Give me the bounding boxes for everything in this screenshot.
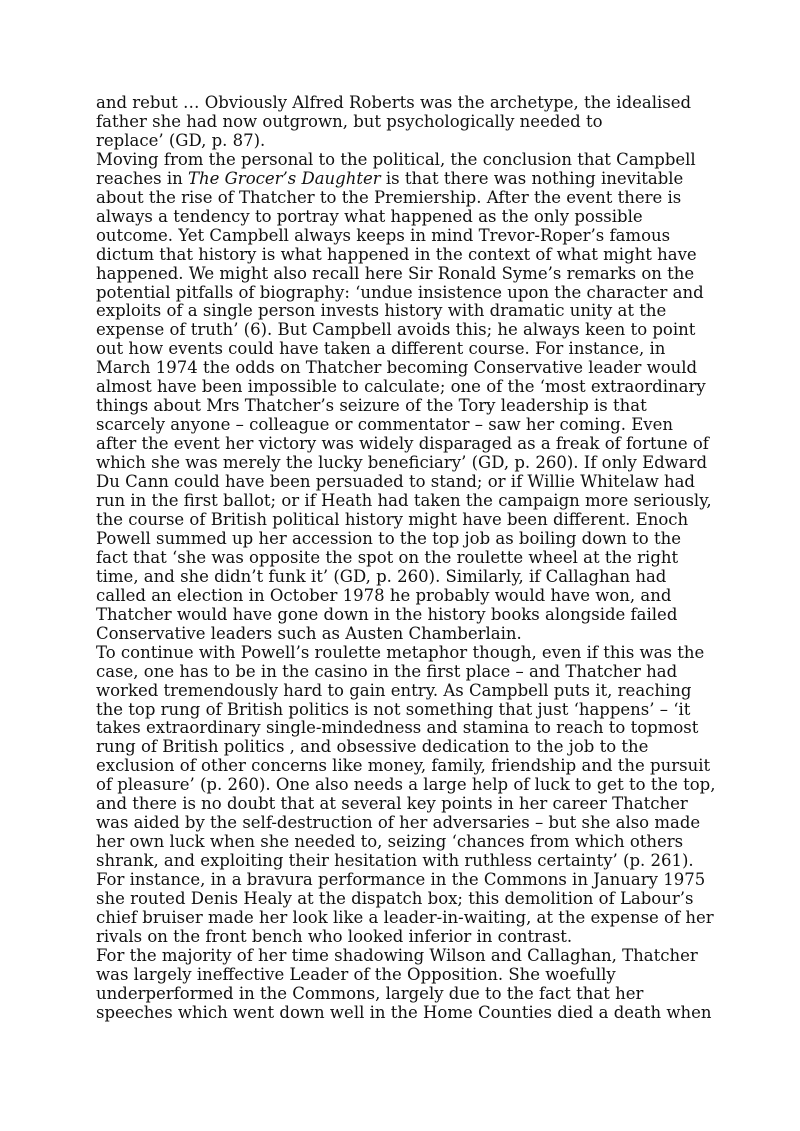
text-line: was largely ineffective Leader of the Opposition. She woefully	[96, 964, 616, 984]
text-line: takes extraordinary single-mindedness and stamina to reach to topmost	[96, 718, 699, 738]
text-line: fact that ‘she was opposite the spot on the roulette wheel at the right	[96, 547, 679, 567]
text-line: Moving from the personal to the political, the conclusion that Campbell	[96, 149, 696, 169]
book-title: The Grocer’s Daughter	[187, 168, 381, 188]
text-line: always a tendency to portray what happened as the only possible	[96, 206, 643, 226]
text-line: For the majority of her time shadowing Wilson and Callaghan, Thatcher	[96, 945, 698, 965]
text-line: was aided by the self-destruction of her adversaries – but she also made	[96, 813, 701, 833]
text-line: out how events could have taken a different course. For instance, in	[96, 339, 666, 359]
text-fragment: reaches in	[96, 168, 188, 188]
text-line: about the rise of Thatcher to the Premiership. After the event there is	[96, 187, 682, 207]
text-line: chief bruiser made her look like a leader-in-waiting, at the expense of her	[96, 907, 714, 927]
text-line: and there is no doubt that at several key points in her career Thatcher	[96, 794, 688, 814]
text-line: case, one has to be in the casino in the first place – and Thatcher had	[96, 661, 678, 681]
text-line: expense of truth’ (6). But Campbell avoids this; he always keen to point	[96, 320, 696, 340]
text-line: the course of British political history might have been different. Enoch	[96, 509, 689, 529]
text-line: her own luck when she needed to, seizing ‘chances from which others	[96, 832, 684, 852]
text-line: run in the first ballot; or if Heath had taken the campaign more seriously,	[96, 491, 712, 511]
document-page	[96, 93, 716, 1023]
paragraph-4	[96, 945, 712, 1023]
text-line: potential pitfalls of biography: ‘undue insistence upon the character and	[96, 282, 704, 302]
text-line: worked tremendously hard to gain entry. As Campbell puts it, reaching	[96, 680, 692, 700]
text-line: of pleasure’ (p. 260). One also needs a large help of luck to get to the top,	[96, 775, 716, 795]
text-line: father she had now outgrown, but psychologically needed to	[96, 111, 603, 131]
text-line: and rebut … Obviously Alfred Roberts was the archetype, the idealised	[96, 93, 692, 112]
text-line: outcome. Yet Campbell always keeps in mind Trevor-Roper’s famous	[96, 225, 671, 245]
text-line: rivals on the front bench who looked inferior in contrast.	[96, 926, 573, 946]
text-fragment: is that there was nothing inevitable	[380, 168, 684, 188]
text-line: Thatcher would have gone down in the history books alongside failed	[96, 604, 678, 624]
text-line: things about Mrs Thatcher’s seizure of the Tory leadership is that	[96, 396, 647, 416]
text-line: scarcely anyone – colleague or commentator – saw her coming. Even	[96, 415, 673, 435]
text-line: dictum that history is what happened in the context of what might have	[96, 244, 697, 264]
text-line: Du Cann could have been persuaded to stand; or if Willie Whitelaw had	[96, 472, 695, 492]
text-line: March 1974 the odds on Thatcher becoming Conservative leader would	[96, 358, 698, 378]
text-line: almost have been impossible to calculate; one of the ‘most extraordinary	[96, 377, 706, 397]
text-line-with-title	[96, 170, 706, 189]
text-line: rung of British politics , and obsessive dedication to the job to the	[96, 737, 649, 757]
text-line: exploits of a single person invests history with dramatic unity at the	[96, 301, 667, 321]
text-line: speeches which went down well in the Home Counties died a death when	[96, 1002, 712, 1022]
text-line: To continue with Powell’s roulette metaphor though, even if this was the	[96, 642, 705, 662]
text-line: exclusion of other concerns like money, family, friendship and the pursuit	[96, 756, 711, 776]
text-line: which she was merely the lucky beneficiary’ (GD, p. 260). If only Edward	[96, 453, 708, 473]
text-line: For instance, in a bravura performance in the Commons in January 1975	[96, 870, 706, 890]
paragraph-2	[96, 149, 712, 644]
paragraph-3	[96, 642, 716, 947]
text-line: Conservative leaders such as Austen Chamberlain.	[96, 623, 522, 643]
text-line: she routed Denis Healy at the dispatch box; this demolition of Labour’s	[96, 889, 694, 909]
text-line: after the event her victory was widely disparaged as a freak of fortune of	[96, 434, 709, 454]
text-line: the top rung of British politics is not something that just ‘happens’ – ‘it	[96, 699, 691, 719]
text-line: shrank, and exploiting their hesitation with ruthless certainty’ (p. 261).	[96, 851, 694, 871]
text-line: called an election in October 1978 he probably would have won, and	[96, 585, 672, 605]
text-line: time, and she didn’t funk it’ (GD, p. 260). Similarly, if Callaghan had	[96, 566, 667, 586]
text-line: replace’ (GD, p. 87).	[96, 130, 266, 150]
text-line: happened. We might also recall here Sir Ronald Syme’s remarks on the	[96, 263, 695, 283]
text-line: Powell summed up her accession to the top job as boiling down to the	[96, 528, 682, 548]
paragraph-1	[96, 94, 706, 151]
text-line: underperformed in the Commons, largely due to the fact that her	[96, 983, 644, 1003]
